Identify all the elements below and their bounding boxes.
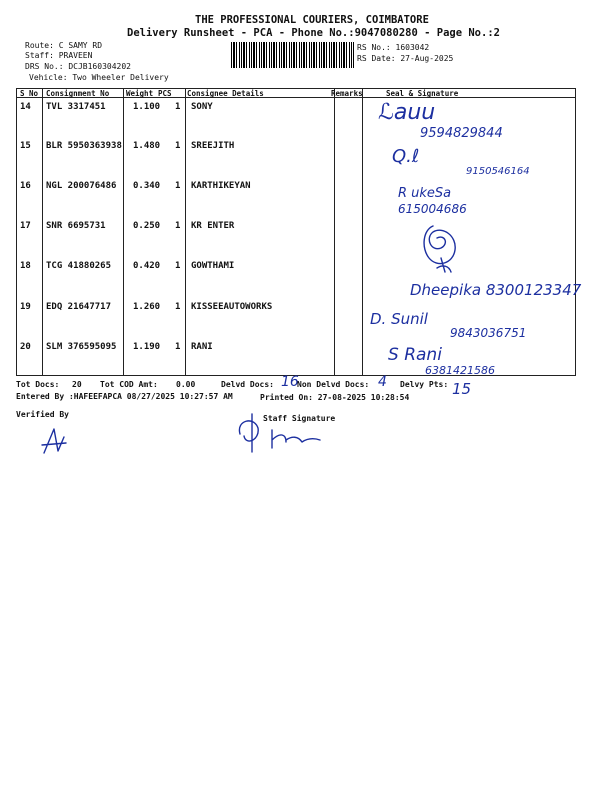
runsheet-title: Delivery Runsheet - PCA - Phone No.:9047080280 - Page No.:2 [127,27,500,39]
row-consignee: SONY [191,102,213,112]
col-seal-signature: Seal & Signature [386,89,459,98]
col-divider [123,88,124,375]
col-divider [362,88,363,375]
drs-number: DRS No.: DCJB160304202 [25,62,131,71]
row-pcs: 1 [175,342,181,352]
col-consignment: Consignment No [46,89,110,98]
col-divider [42,88,43,375]
row-pcs: 1 [175,261,181,271]
vehicle: Vehicle: Two Wheeler Delivery [29,73,169,82]
row-consignment: BLR 5950363938 [46,141,122,151]
verified-signature [38,425,70,457]
phone-handwritten: 9150546164 [466,166,530,177]
row-sno: 16 [20,181,31,191]
row-consignee: GOWTHAMI [191,261,235,271]
row-sno: 17 [20,221,31,231]
row-pcs: 1 [175,181,181,191]
tot-cod-label: Tot COD Amt: [100,380,158,389]
row-sno: 19 [20,302,31,312]
rs-date: RS Date: 27-Aug-2025 [357,54,454,63]
entered-by: Entered By :HAFEEFAPCA 08/27/2025 10:27:57 AM [16,392,233,401]
row-consignment: SNR 6695731 [46,221,106,231]
non-delvd-docs-handwritten: 4 [378,374,387,390]
row-consignment: SLM 376595095 [46,342,117,352]
verified-by: Verified By [16,410,69,419]
staff-signature-label: Staff Signature [263,414,336,423]
non-delvd-docs-label: Non Delvd Docs: [297,380,370,389]
col-remarks: Remarks [331,89,363,98]
staff-signature [232,410,327,455]
delvd-docs-label: Delvd Docs: [221,380,274,389]
rs-number: RS No.: 1603042 [357,43,430,52]
signature-handwritten: ℒauu [378,100,436,125]
phone-handwritten: 615004686 [398,202,467,216]
row-consignee: KR ENTER [191,221,235,231]
row-consignment: EDQ 21647717 [46,302,112,312]
row-sno: 20 [20,342,31,352]
row-sno: 15 [20,141,31,151]
row-pcs: 1 [175,141,181,151]
row-consignee: RANI [191,342,213,352]
scribble-signature [415,218,465,278]
col-weight: Weight [126,89,154,98]
col-divider [334,88,335,375]
row-consignee: KISSEEAUTOWORKS [191,302,273,312]
signature-handwritten: S Rani [388,345,442,365]
barcode [231,42,354,68]
col-consignee: Consignee Details [187,89,264,98]
row-weight: 0.420 [133,261,161,271]
row-consignment: TVL 3317451 [46,102,106,112]
printed-on: Printed On: 27-08-2025 10:28:54 [260,393,410,402]
company-name: THE PROFESSIONAL COURIERS, COIMBATORE [195,14,429,26]
row-weight: 0.340 [133,181,161,191]
row-weight: 1.480 [133,141,161,151]
signature-handwritten: Q.ℓ [392,146,420,167]
delvy-pts-handwritten: 15 [452,380,472,398]
staff: Staff: PRAVEEN [25,51,93,60]
phone-handwritten: 6381421586 [425,364,495,377]
row-weight: 1.100 [133,102,161,112]
row-consignee: SREEJITH [191,141,235,151]
row-sno: 14 [20,102,31,112]
row-pcs: 1 [175,221,181,231]
col-sno: S No [20,89,39,98]
row-weight: 1.190 [133,342,161,352]
row-weight: 0.250 [133,221,161,231]
phone-handwritten: 9594829844 [420,126,503,141]
delvd-docs-handwritten: 16 [281,374,299,390]
row-pcs: 1 [175,302,181,312]
delvy-pts-label: Delvy Pts: [400,380,449,389]
row-consignment: TCG 41880265 [46,261,112,271]
col-divider [185,88,186,375]
row-sno: 18 [20,261,31,271]
row-weight: 1.260 [133,302,161,312]
signature-handwritten: Dheepika 8300123347 [410,281,582,299]
col-pcs: PCS [158,89,172,98]
route: Route: C SAMY RD [25,41,103,50]
row-consignment: NGL 200076486 [46,181,117,191]
tot-docs-label: Tot Docs: [16,380,60,389]
tot-docs-value: 20 [72,380,82,389]
signature-handwritten: D. Sunil [370,310,428,328]
tot-cod-value: 0.00 [176,380,196,389]
phone-handwritten: 9843036751 [450,326,527,340]
row-consignee: KARTHIKEYAN [191,181,251,191]
signature-handwritten: R ukeSa [398,186,452,201]
row-pcs: 1 [175,102,181,112]
